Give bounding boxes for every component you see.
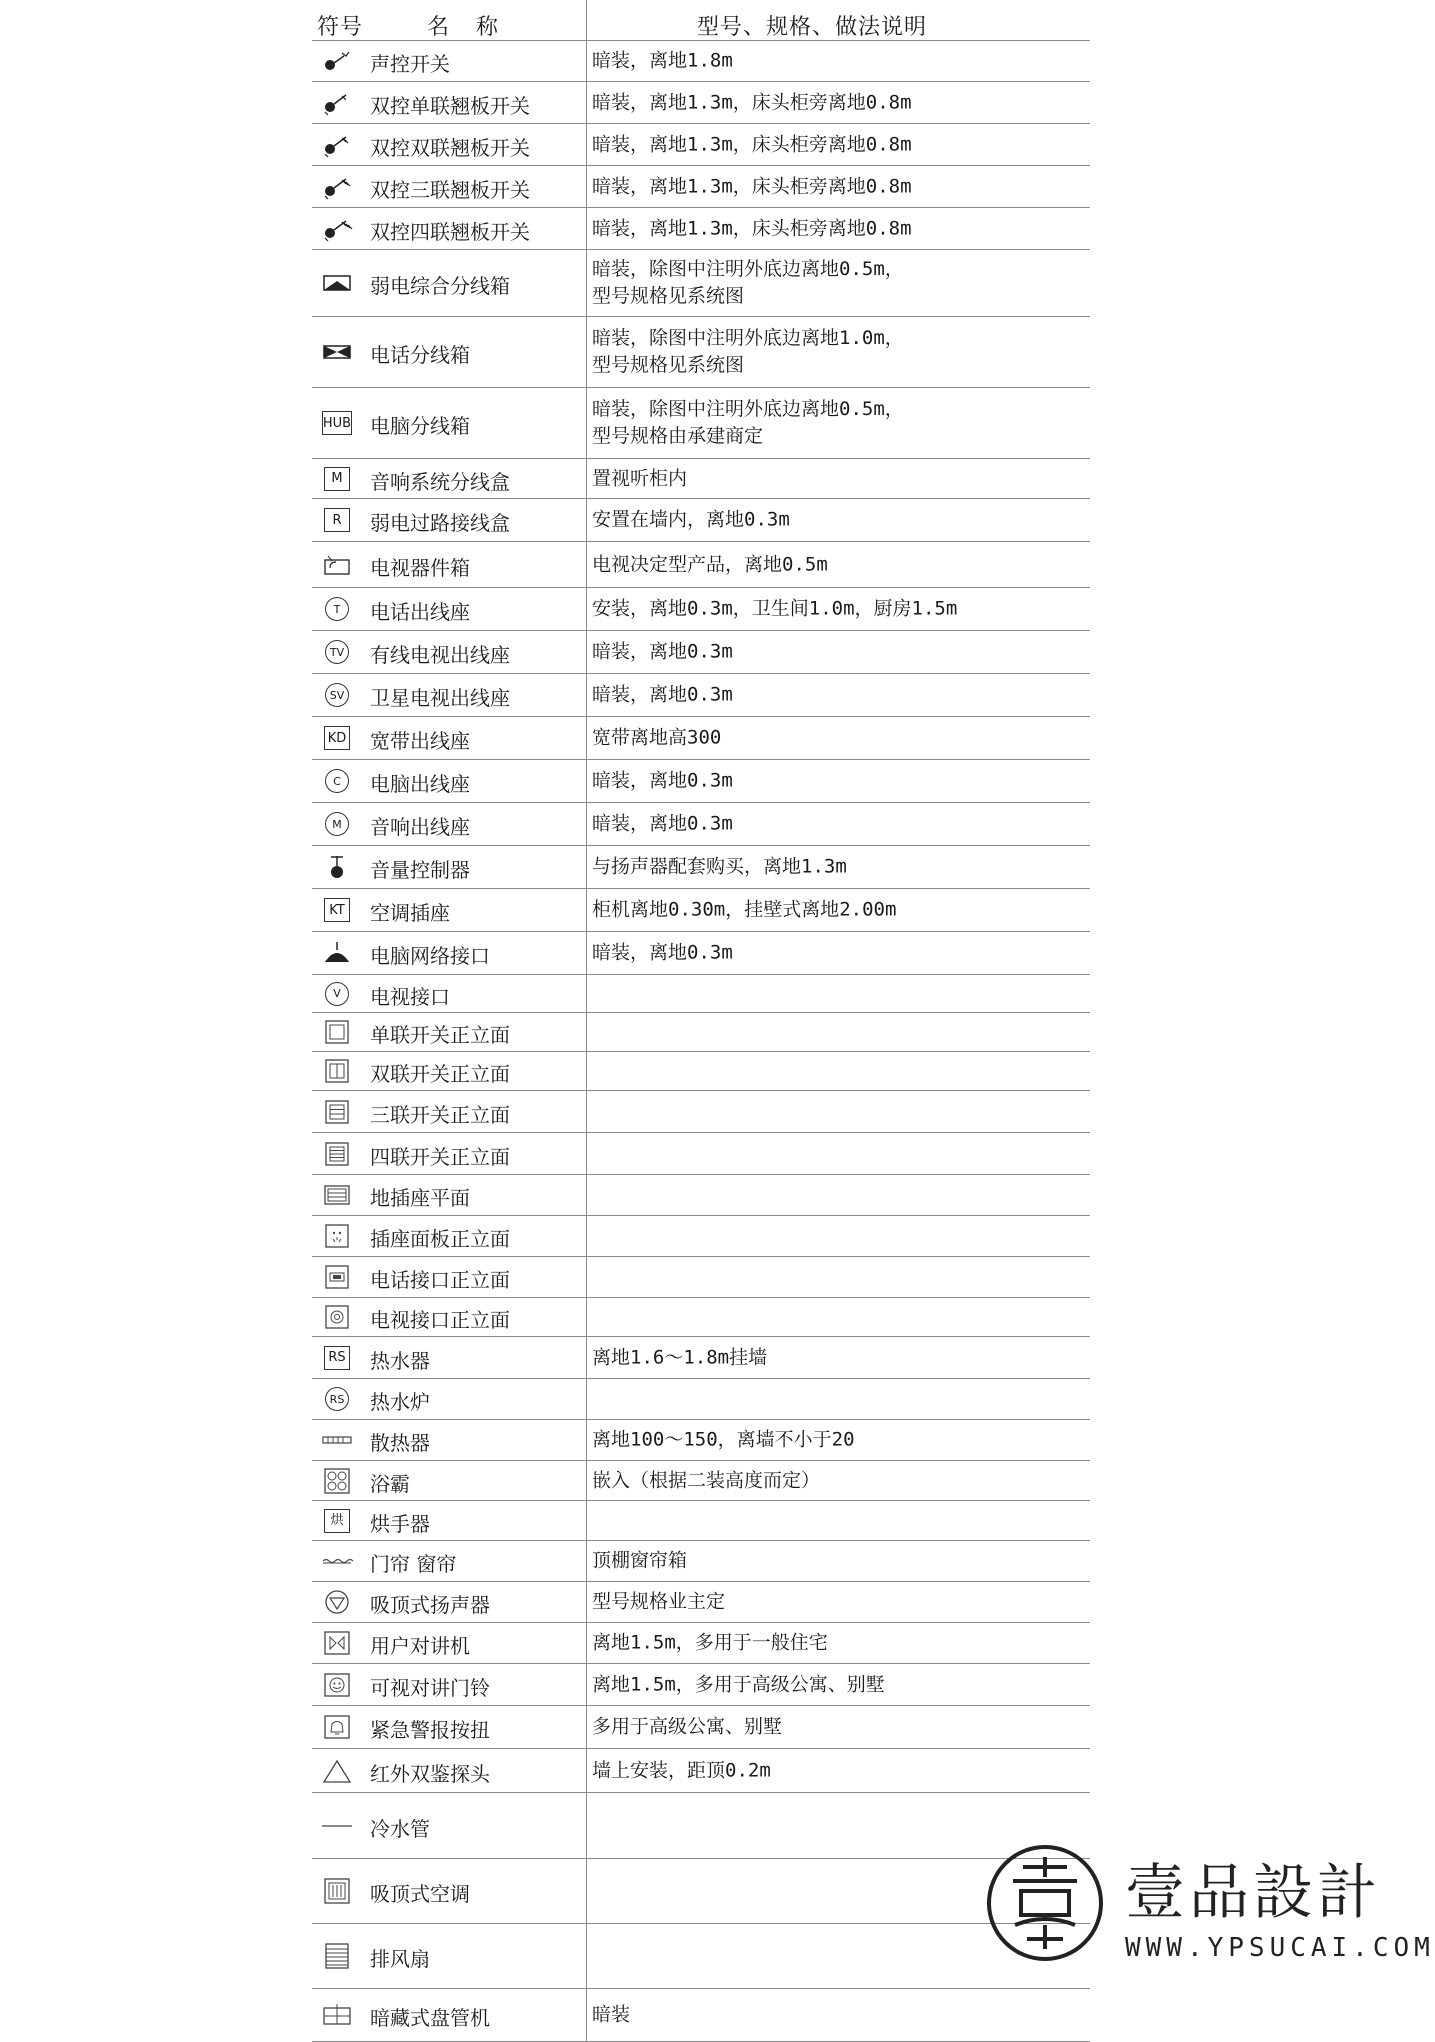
item-name: 双控三联翘板开关 <box>370 177 530 202</box>
spec-line: 离地1.5m，多用于一般住宅 <box>592 1631 828 1654</box>
table-body <box>312 40 1090 2041</box>
item-name: 烘手器 <box>370 1511 430 1536</box>
cable-tv-outlet-icon <box>322 639 352 665</box>
item-name: 热水炉 <box>370 1389 430 1414</box>
spec-line: 离地100～150，离墙不小于20 <box>592 1428 855 1451</box>
volume-controller-icon <box>322 854 352 880</box>
phone-box-icon <box>322 339 352 365</box>
item-name: 弱电过路接线盒 <box>370 510 510 535</box>
item-name: 有线电视出线座 <box>370 642 510 667</box>
table-header <box>312 0 1090 40</box>
symbol-label: RS <box>324 1346 350 1370</box>
voice-switch-icon <box>322 48 352 74</box>
item-spec <box>592 725 721 752</box>
table-row <box>312 1540 1090 1581</box>
header-spec: 型号、规格、做法说明 <box>697 15 928 40</box>
bath-heater-icon <box>322 1468 352 1494</box>
table-row <box>312 1336 1090 1378</box>
water-heater-icon <box>322 1345 352 1371</box>
table-row <box>312 759 1090 802</box>
item-spec <box>592 1344 767 1371</box>
table-row <box>312 1581 1090 1622</box>
item-spec <box>592 89 912 116</box>
tv-port-icon <box>322 981 352 1007</box>
table-row <box>312 1051 1090 1090</box>
table-row <box>312 207 1090 249</box>
ceiling-ac-icon <box>322 1878 352 1904</box>
symbol-label: R <box>324 508 350 532</box>
item-name: 音响出线座 <box>370 814 470 839</box>
item-name: 门帘 窗帘 <box>370 1551 457 1576</box>
spec-line: 暗装，除图中注明外底边离地0.5m， <box>592 398 904 420</box>
network-port-icon <box>322 940 352 966</box>
item-name: 单联开关正立面 <box>370 1022 510 1047</box>
table-row <box>312 541 1090 587</box>
table-row <box>312 931 1090 974</box>
item-name: 可视对讲门铃 <box>370 1675 490 1700</box>
satellite-tv-outlet-icon <box>322 682 352 708</box>
table-row <box>312 165 1090 207</box>
symbol-label: C <box>325 769 349 793</box>
item-name: 冷水管 <box>370 1816 430 1841</box>
item-name: 双控四联翘板开关 <box>370 219 530 244</box>
item-name: 弱电综合分线箱 <box>370 273 510 298</box>
audio-outlet-icon <box>322 811 352 837</box>
table-row <box>312 1256 1090 1297</box>
item-name: 电话接口正立面 <box>370 1267 510 1292</box>
video-doorbell-icon <box>322 1672 352 1698</box>
item-name: 音量控制器 <box>370 857 470 882</box>
tv-device-box-icon <box>322 552 352 578</box>
dual-double-rocker-switch-icon <box>322 132 352 158</box>
table-row <box>312 673 1090 716</box>
table-row <box>312 1792 1090 1858</box>
spec-line: 柜机离地0.30m，挂壁式离地2.00m <box>592 898 897 921</box>
table-row <box>312 1297 1090 1336</box>
item-name: 三联开关正立面 <box>370 1102 510 1127</box>
item-spec <box>592 465 687 492</box>
spec-line: 安置在墙内，离地0.3m <box>592 508 790 531</box>
computer-outlet-icon <box>322 768 352 794</box>
spec-line: 安装，离地0.3m，卫生间1.0m，厨房1.5m <box>592 597 958 620</box>
floor-socket-icon <box>322 1182 352 1208</box>
item-name: 散热器 <box>370 1430 430 1455</box>
radiator-icon <box>322 1427 352 1453</box>
table-row <box>312 802 1090 845</box>
table-row <box>312 1923 1090 1988</box>
legend-table <box>312 0 1090 2042</box>
item-spec <box>592 768 733 795</box>
spec-line: 型号规格见系统图 <box>592 354 745 376</box>
socket-panel-elevation-icon <box>322 1223 352 1249</box>
item-name: 地插座平面 <box>370 1185 470 1210</box>
item-spec <box>592 1427 855 1454</box>
item-name: 吸顶式扬声器 <box>370 1592 490 1617</box>
spec-line: 顶棚窗帘箱 <box>592 1549 688 1572</box>
table-row <box>312 1378 1090 1419</box>
item-spec <box>592 940 733 967</box>
table-row <box>312 630 1090 673</box>
table-row <box>312 1622 1090 1663</box>
audio-box-icon <box>322 466 352 492</box>
item-name: 插座面板正立面 <box>370 1226 510 1251</box>
symbol-label: RS <box>325 1387 349 1411</box>
table-row <box>312 1012 1090 1051</box>
logo-seal-icon <box>985 1843 1105 1963</box>
item-name: 四联开关正立面 <box>370 1144 510 1169</box>
table-row <box>312 81 1090 123</box>
item-name: 用户对讲机 <box>370 1633 470 1658</box>
item-name: 双控双联翘板开关 <box>370 135 530 160</box>
table-row <box>312 1500 1090 1540</box>
spec-line: 型号规格业主定 <box>592 1590 726 1613</box>
logo-text: 壹品設計 <box>1125 1858 1381 1928</box>
item-spec <box>592 215 912 242</box>
table-row <box>312 1663 1090 1705</box>
ceiling-speaker-icon <box>322 1589 352 1615</box>
table-row <box>312 845 1090 888</box>
table-row <box>312 587 1090 630</box>
spec-line: 暗装，离地1.3m，床头柜旁离地0.8m <box>592 91 912 113</box>
table-row <box>312 1174 1090 1215</box>
header-name: 名 称 <box>427 15 508 40</box>
item-spec <box>592 1467 820 1494</box>
table-row <box>312 716 1090 759</box>
table-row <box>312 1748 1090 1792</box>
column-divider <box>586 0 587 2042</box>
item-name: 音响系统分线盒 <box>370 469 510 494</box>
item-name: 电视接口正立面 <box>370 1307 510 1332</box>
broadband-outlet-icon <box>322 725 352 751</box>
quad-switch-elevation-icon <box>322 1141 352 1167</box>
spec-line: 型号规格见系统图 <box>592 285 745 307</box>
spec-line: 型号规格由承建商定 <box>592 425 764 447</box>
item-spec <box>592 811 733 838</box>
tv-port-elevation-icon <box>322 1304 352 1330</box>
spec-line: 暗装 <box>592 2003 631 2026</box>
spec-line: 墙上安装，距顶0.2m <box>592 1759 771 1781</box>
symbol-label: T <box>325 597 349 621</box>
spec-line: 暗装，离地1.3m，床头柜旁离地0.8m <box>592 217 912 239</box>
item-name: 红外双鉴探头 <box>370 1761 490 1786</box>
symbol-label: KT <box>324 898 350 922</box>
item-name: 吸顶式空调 <box>370 1881 470 1906</box>
spec-line: 暗装，除图中注明外底边离地1.0m， <box>592 327 904 349</box>
item-spec <box>592 2002 630 2029</box>
item-name: 声控开关 <box>370 51 450 76</box>
symbol-label: SV <box>325 683 349 707</box>
table-row <box>312 1419 1090 1460</box>
exhaust-fan-icon <box>322 1943 352 1969</box>
symbol-label: 烘 <box>324 1509 350 1533</box>
item-name: 紧急警报按扭 <box>370 1717 490 1742</box>
table-row <box>312 123 1090 165</box>
item-spec <box>592 48 733 75</box>
table-row <box>312 1705 1090 1748</box>
item-name: 电话分线箱 <box>370 342 470 367</box>
spec-line: 离地1.6～1.8m挂墙 <box>592 1346 768 1368</box>
item-name: 宽带出线座 <box>370 728 470 753</box>
symbol-label: HUB <box>322 411 352 435</box>
spec-line: 暗装，离地1.8m <box>592 49 733 72</box>
item-spec <box>592 1714 782 1741</box>
weak-current-box-icon <box>322 270 352 296</box>
item-name: 电话出线座 <box>370 599 470 624</box>
symbol-label: V <box>325 982 349 1006</box>
brand-logo <box>975 1843 1435 1973</box>
spec-line: 暗装，离地0.3m <box>592 941 733 964</box>
item-spec <box>592 1548 687 1575</box>
item-spec <box>592 1671 885 1698</box>
spec-line: 嵌入（根据二装高度而定） <box>592 1469 821 1491</box>
item-spec <box>592 897 896 924</box>
spec-line: 多用于高级公寓、别墅 <box>592 1715 783 1738</box>
table-row <box>312 249 1090 316</box>
table-row <box>312 1090 1090 1132</box>
phone-outlet-icon <box>322 596 352 622</box>
spec-line: 暗装，离地0.3m <box>592 769 733 792</box>
spec-line: 暗装，离地1.3m，床头柜旁离地0.8m <box>592 175 912 197</box>
triple-switch-elevation-icon <box>322 1099 352 1125</box>
item-name: 电脑出线座 <box>370 771 470 796</box>
hand-dryer-icon <box>322 1508 352 1534</box>
spec-line: 电视决定型产品，离地0.5m <box>592 553 828 575</box>
item-spec <box>592 596 957 623</box>
item-spec <box>592 639 733 666</box>
junction-box-icon <box>322 507 352 533</box>
curtain-icon <box>322 1548 352 1574</box>
logo-url: WWW.YPSUCAI.COM <box>1125 1933 1435 1963</box>
spec-line: 与扬声器配套购买，离地1.3m <box>592 855 847 878</box>
symbol-label: TV <box>325 640 349 664</box>
cold-water-pipe-icon <box>322 1813 352 1839</box>
spec-line: 暗装，离地0.3m <box>592 683 733 706</box>
item-name: 热水器 <box>370 1348 430 1373</box>
ac-socket-icon <box>322 897 352 923</box>
table-row <box>312 1132 1090 1174</box>
item-name: 电视接口 <box>370 984 450 1009</box>
item-spec <box>592 507 790 534</box>
table-row <box>312 888 1090 931</box>
item-spec <box>592 173 912 200</box>
table-row <box>312 387 1090 458</box>
table-row <box>312 1215 1090 1256</box>
item-spec <box>592 396 904 450</box>
item-spec <box>592 854 847 881</box>
item-spec <box>592 551 828 578</box>
item-spec <box>592 1630 828 1657</box>
header-symbol: 符号 <box>317 15 364 40</box>
fan-coil-icon <box>322 2002 352 2028</box>
hub-icon <box>322 410 352 436</box>
item-spec <box>592 1589 725 1616</box>
dual-single-rocker-switch-icon <box>322 90 352 116</box>
table-row <box>312 316 1090 387</box>
spec-line: 暗装，离地0.3m <box>592 640 733 663</box>
table-row <box>312 498 1090 541</box>
symbol-label: M <box>324 467 350 491</box>
boiler-icon <box>322 1386 352 1412</box>
item-spec <box>592 1757 771 1784</box>
item-name: 双控单联翘板开关 <box>370 93 530 118</box>
spec-line: 置视听柜内 <box>592 467 688 489</box>
item-name: 空调插座 <box>370 900 450 925</box>
spec-line: 暗装，离地0.3m <box>592 812 733 835</box>
item-name: 卫星电视出线座 <box>370 685 510 710</box>
dual-quad-rocker-switch-icon <box>322 216 352 242</box>
spec-line: 暗装，除图中注明外底边离地0.5m， <box>592 258 904 280</box>
item-name: 双联开关正立面 <box>370 1061 510 1086</box>
phone-port-elevation-icon <box>322 1264 352 1290</box>
item-spec <box>592 682 733 709</box>
single-switch-elevation-icon <box>322 1019 352 1045</box>
item-name: 电脑分线箱 <box>370 413 470 438</box>
item-name: 排风扇 <box>370 1946 430 1971</box>
item-name: 暗藏式盘管机 <box>370 2005 490 2030</box>
double-switch-elevation-icon <box>322 1058 352 1084</box>
table-row <box>312 1460 1090 1500</box>
infrared-detector-icon <box>322 1758 352 1784</box>
item-name: 电脑网络接口 <box>370 943 490 968</box>
alarm-button-icon <box>322 1714 352 1740</box>
table-row <box>312 1858 1090 1923</box>
spec-line: 宽带离地高300 <box>592 726 722 749</box>
table-row <box>312 974 1090 1012</box>
spec-line: 暗装，离地1.3m，床头柜旁离地0.8m <box>592 133 912 155</box>
item-name: 电视器件箱 <box>370 555 470 580</box>
spec-line: 离地1.5m，多用于高级公寓、别墅 <box>592 1673 885 1695</box>
table-row <box>312 1988 1090 2041</box>
item-spec <box>592 256 904 310</box>
table-row <box>312 40 1090 81</box>
symbol-label: KD <box>324 726 351 750</box>
dual-triple-rocker-switch-icon <box>322 174 352 200</box>
item-name: 浴霸 <box>370 1471 410 1496</box>
table-row <box>312 458 1090 498</box>
symbol-label: M <box>325 812 349 836</box>
item-spec <box>592 131 912 158</box>
intercom-icon <box>322 1630 352 1656</box>
item-spec <box>592 325 904 379</box>
